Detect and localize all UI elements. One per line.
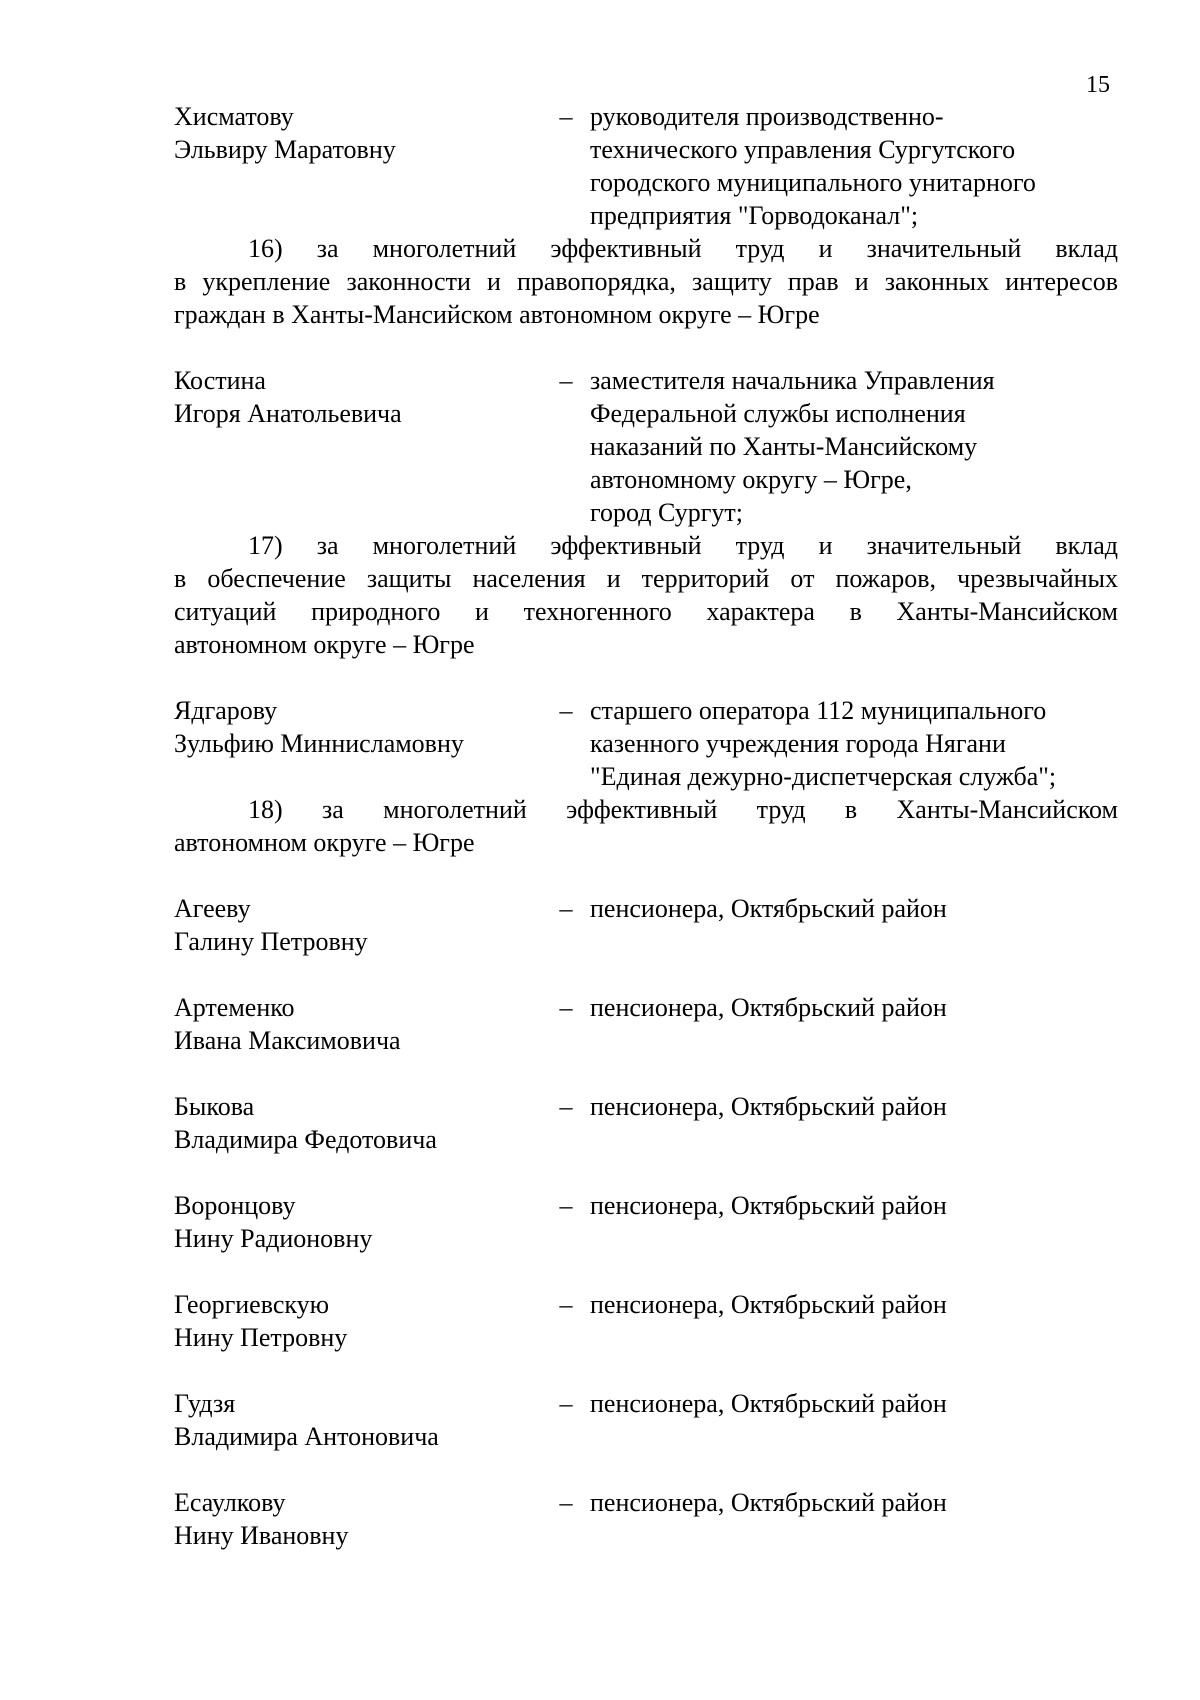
award-entry: [174, 1387, 1118, 1453]
person-position: [590, 892, 1118, 958]
person-name-line: Нину Радионовну: [174, 1224, 373, 1253]
person-position-line: пенсионера, Октябрьский район: [590, 1488, 947, 1517]
person-position-line: "Единая дежурно-диспетчерская служба";: [590, 762, 1057, 791]
person-position-line: предприятия "Горводоканал";: [590, 201, 919, 230]
spacer: [174, 661, 1118, 694]
person-name-line: Есаулкову: [174, 1488, 286, 1517]
award-entry: [174, 991, 1118, 1057]
person-position: [590, 100, 1118, 232]
person-name-line: Артеменко: [174, 993, 295, 1022]
person-name-line: Георгиевскую: [174, 1290, 330, 1319]
person-position-line: пенсионера, Октябрьский район: [590, 1389, 947, 1418]
document-body: [174, 100, 1118, 1552]
person-name: [174, 892, 542, 958]
dash-separator: –: [559, 1488, 573, 1517]
spacer: [174, 1453, 1118, 1486]
paragraph-line: 18) за многолетний эффективный труд в Ханты-Мансийском: [248, 795, 1118, 824]
paragraph-line: 16) за многолетний эффективный труд и значительный вклад: [248, 234, 1118, 263]
person-position: [590, 1090, 1118, 1156]
person-position-line: город Сургут;: [590, 498, 743, 527]
person-name: [174, 991, 542, 1057]
spacer: [174, 859, 1118, 892]
person-name: [174, 100, 542, 232]
dash-separator: –: [559, 1290, 573, 1319]
person-name-line: Игоря Анатольевича: [174, 399, 402, 428]
dash-separator: –: [559, 1092, 573, 1121]
person-name: [174, 364, 542, 529]
award-entry: [174, 1189, 1118, 1255]
paragraph-line: в обеспечение защиты населения и территорий от пожаров, чрезвычайных: [174, 564, 1118, 593]
person-name-line: Ядгарову: [174, 696, 278, 725]
spacer: [174, 1255, 1118, 1288]
person-name-line: Галину Петровну: [174, 927, 368, 956]
dash-separator: –: [559, 366, 573, 395]
award-entry: [174, 1486, 1118, 1552]
person-name: [174, 1288, 542, 1354]
person-name-line: Ивана Максимовича: [174, 1026, 401, 1055]
person-position-line: пенсионера, Октябрьский район: [590, 1191, 947, 1220]
person-position: [590, 991, 1118, 1057]
paragraph-line: 17) за многолетний эффективный труд и значительный вклад: [248, 531, 1118, 560]
person-position-line: заместителя начальника Управления: [590, 366, 995, 395]
person-name: [174, 1486, 542, 1552]
person-position-line: старшего оператора 112 муниципального: [590, 696, 1047, 725]
person-name-line: Зульфию Миннисламовну: [174, 729, 464, 758]
person-position-line: городского муниципального унитарного: [590, 168, 1036, 197]
award-entry: [174, 100, 1118, 232]
person-position-line: пенсионера, Октябрьский район: [590, 1092, 947, 1121]
person-name: [174, 1090, 542, 1156]
person-position-line: технического управления Сургутского: [590, 135, 1016, 164]
person-name-line: Владимира Федотовича: [174, 1125, 437, 1154]
award-entry: [174, 694, 1118, 793]
person-position-line: Федеральной службы исполнения: [590, 399, 966, 428]
spacer: [174, 958, 1118, 991]
award-entry: [174, 364, 1118, 529]
person-position: [590, 1387, 1118, 1453]
dash-separator: –: [559, 894, 573, 923]
dash-separator: –: [559, 993, 573, 1022]
person-name-line: Костина: [174, 366, 266, 395]
person-name-line: Нину Петровну: [174, 1323, 348, 1352]
person-position: [590, 1189, 1118, 1255]
dash-separator: –: [559, 102, 573, 131]
person-name-line: Агееву: [174, 894, 251, 923]
dash-separator: –: [559, 1191, 573, 1220]
person-position-line: пенсионера, Октябрьский район: [590, 993, 947, 1022]
spacer: [174, 331, 1118, 364]
person-name: [174, 694, 542, 793]
person-position-line: руководителя производственно-: [590, 102, 944, 131]
spacer: [174, 1057, 1118, 1090]
paragraph-line: в укрепление законности и правопорядка, защиту прав и законных интересов: [174, 267, 1118, 296]
award-category-paragraph: [174, 529, 1118, 661]
person-name-line: Быкова: [174, 1092, 255, 1121]
person-name-line: Гудзя: [174, 1389, 236, 1418]
person-position-line: казенного учреждения города Нягани: [590, 729, 1006, 758]
spacer: [174, 1354, 1118, 1387]
person-position-line: пенсионера, Октябрьский район: [590, 894, 947, 923]
award-entry: [174, 892, 1118, 958]
award-entry: [174, 1090, 1118, 1156]
person-name-line: Владимира Антоновича: [174, 1422, 439, 1451]
person-name-line: Воронцову: [174, 1191, 296, 1220]
page-number: 15: [1086, 72, 1110, 98]
award-category-paragraph: [174, 232, 1118, 331]
person-position-line: автономному округу – Югре,: [590, 465, 912, 494]
spacer: [174, 1156, 1118, 1189]
award-entry: [174, 1288, 1118, 1354]
person-position: [590, 364, 1118, 529]
dash-separator: –: [559, 1389, 573, 1418]
person-position: [590, 1486, 1118, 1552]
paragraph-line: ситуаций природного и техногенного характера в Ханты-Мансийском: [174, 597, 1118, 626]
paragraph-line: автономном округе – Югре: [174, 828, 475, 857]
paragraph-line: автономном округе – Югре: [174, 630, 475, 659]
person-name-line: Хисматову: [174, 102, 294, 131]
person-name-line: Нину Ивановну: [174, 1521, 349, 1550]
person-position: [590, 1288, 1118, 1354]
person-name: [174, 1387, 542, 1453]
dash-separator: –: [559, 696, 573, 725]
paragraph-line: граждан в Ханты-Мансийском автономном округе – Югре: [174, 300, 820, 329]
person-position-line: пенсионера, Октябрьский район: [590, 1290, 947, 1319]
person-name-line: Эльвиру Маратовну: [174, 135, 396, 164]
person-name: [174, 1189, 542, 1255]
award-category-paragraph: [174, 793, 1118, 859]
person-position: [590, 694, 1118, 793]
person-position-line: наказаний по Ханты-Мансийскому: [590, 432, 978, 461]
